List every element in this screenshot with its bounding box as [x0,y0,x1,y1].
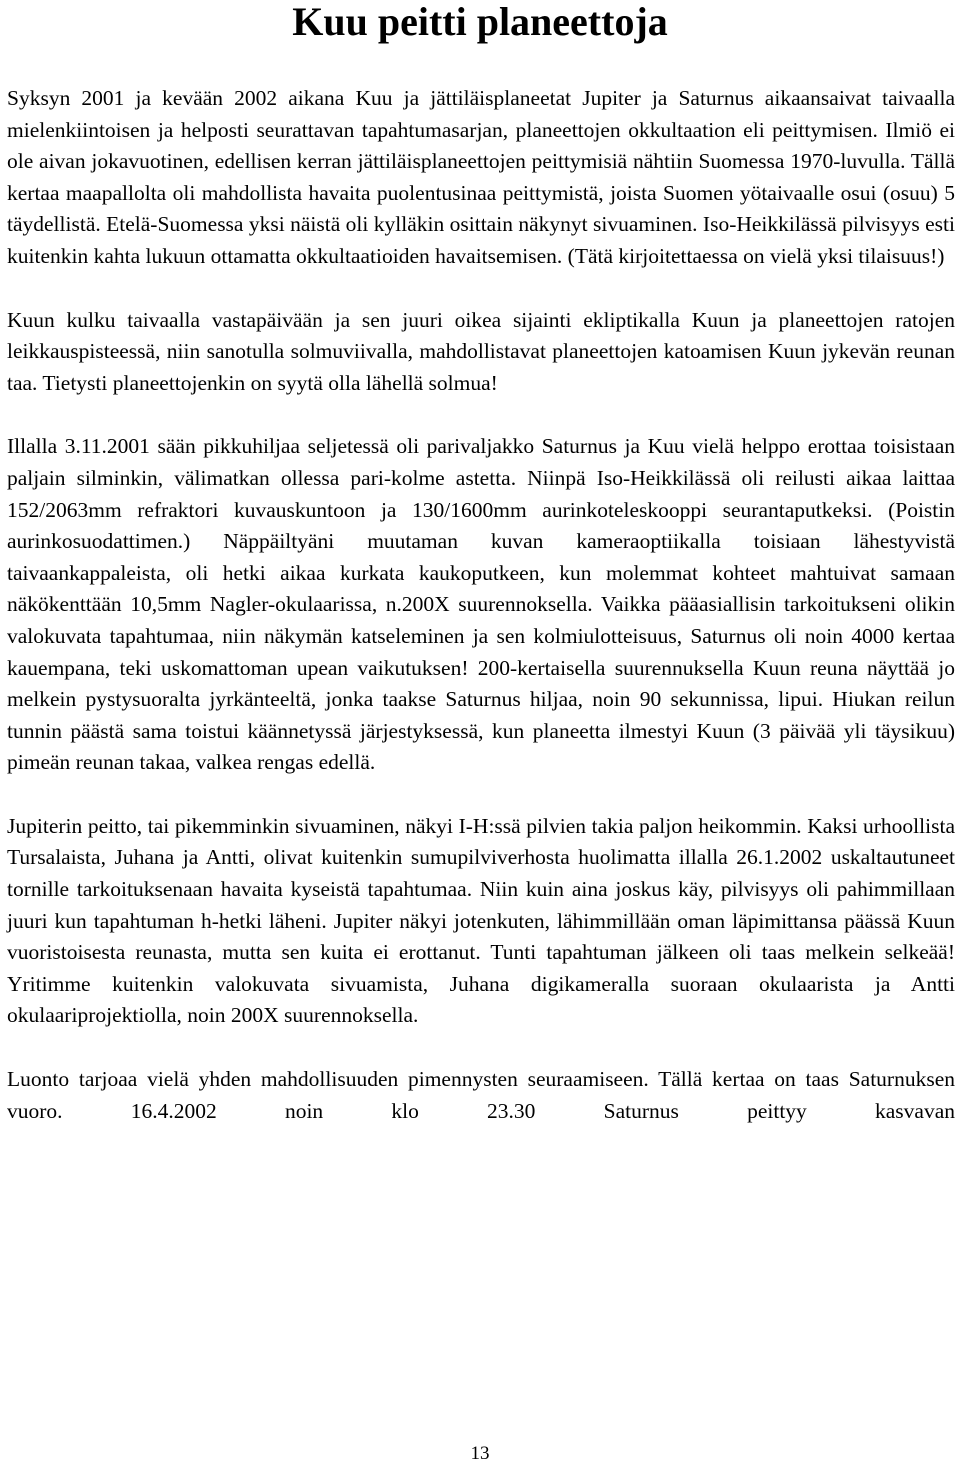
document-title: Kuu peitti planeettoja [292,0,668,44]
page-number: 13 [470,1443,490,1464]
paragraph-1: Syksyn 2001 ja kevään 2002 aikana Kuu ja jättiläisplaneetat Jupiter ja Saturnus aikaansaivat taivaalla mielenkiintoisen ja helposti seurattavan tapahtumasarjan, planeettojen okkultaation eli peittymisen. Ilmiö ei ole aivan jokavuotinen, edellisen kerran jättiläisplaneettojen peittymisiä nähtiin Suomessa 1970-luvulla. Tällä kertaa maapallolta oli mahdollista havaita puolentusinaa peittymistä, joista Suomen yötaivaalle osui (osuu) 5 täydellistä. Etelä-Suomessa yksi näistä oli kylläkin osittain näkynyt sivuaminen. Iso-Heikkilässä pilvisyys esti kuitenkin kahta lukuun ottamatta okkultaatioiden havaitsemisen. (Tätä kirjoitettaessa on vielä yksi tilaisuus!) [7,86,955,268]
paragraph-2: Kuun kulku taivaalla vastapäivään ja sen juuri oikea sijainti ekliptikalla Kuun ja planeettojen ratojen leikkauspisteessä, niin sanotulla solmuviivalla, mahdollistavat planeettojen katoamisen Kuun jykevän reunan taa. Tietysti planeettojenkin on syytä olla lähellä solmua! [7,307,955,395]
article-body [7,83,955,1127]
paragraph-3: Illalla 3.11.2001 sään pikkuhiljaa seljetessä oli parivaljakko Saturnus ja Kuu vielä helppo erottaa toisistaan paljain silminkin, välimatkan ollessa pari-kolme astetta. Niinpä Iso-Heikkilässä oli reilusti aikaa laittaa 152/2063mm refraktori kuvauskuntoon ja 130/1600mm aurinkoteleskooppi seurantaputkeksi. (Poistin aurinkosuodattimen.) Näppäiltyäni muutaman kuvan kameraoptiikalla toisiaan lähestyvistä taivaankappaleista, oli hetki aikaa kurkata kaukoputkeen, kun molemmat kohteet mahtuivat samaan näkökenttään 10,5mm Nagler-okulaarissa, n.200X suurennoksella. Vaikka pääasiallisin tarkoitukseni olikin valokuvata tapahtumaa, niin näkymän katseleminen ja sen kolmiulotteisuus, Saturnus oli noin 4000 kertaa kauempana, teki uskomattoman upean vaikutuksen! 200-kertaisella suurennuksella Kuun reuna näyttää jo melkein pystysuoralta jyrkänteeltä, jonka taakse Saturnus hiljaa, noin 90 sekunnissa, lipui. Hiukan reilun tunnin päästä sama toistui käännetyssä järjestyksessä, kun planeetta ilmestyi Kuun (3 päivää yli täysikuu) pimeän reunan takaa, valkea rengas edellä. [7,434,955,775]
paragraph-5: Luonto tarjoaa vielä yhden mahdollisuuden pimennysten seuraamiseen. Tällä kertaa on taas Saturnuksen vuoro. 16.4.2002 noin klo 23.30 Saturnus peittyy kasvavan [7,1067,955,1123]
paragraph-4: Jupiterin peitto, tai pikemminkin sivuaminen, näkyi I-H:ssä pilvien takia paljon heikommin. Kaksi urhoollista Tursalaista, Juhana ja Antti, olivat kuitenkin sumupilviverhosta huolimatta illalla 26.1.2002 uskaltautuneet tornille tarkoituksenaan havaita kyseistä tapahtumaa. Niin kuin aina joskus käy, pilvisyys oli pahimmillaan juuri kun tapahtuman h-hetki läheni. Jupiter näkyi jotenkuten, lähimmillään oman läpimittansa päässä Kuun vuoristoisesta reunasta, mutta sen kuita ei erottanut. Tunti tapahtuman jälkeen oli taas melkein selkeää! Yritimme kuitenkin valokuvata sivuamista, Juhana digikameralla suoraan okulaarista ja Antti okulaariprojektiolla, noin 200X suurennoksella. [7,813,955,1028]
